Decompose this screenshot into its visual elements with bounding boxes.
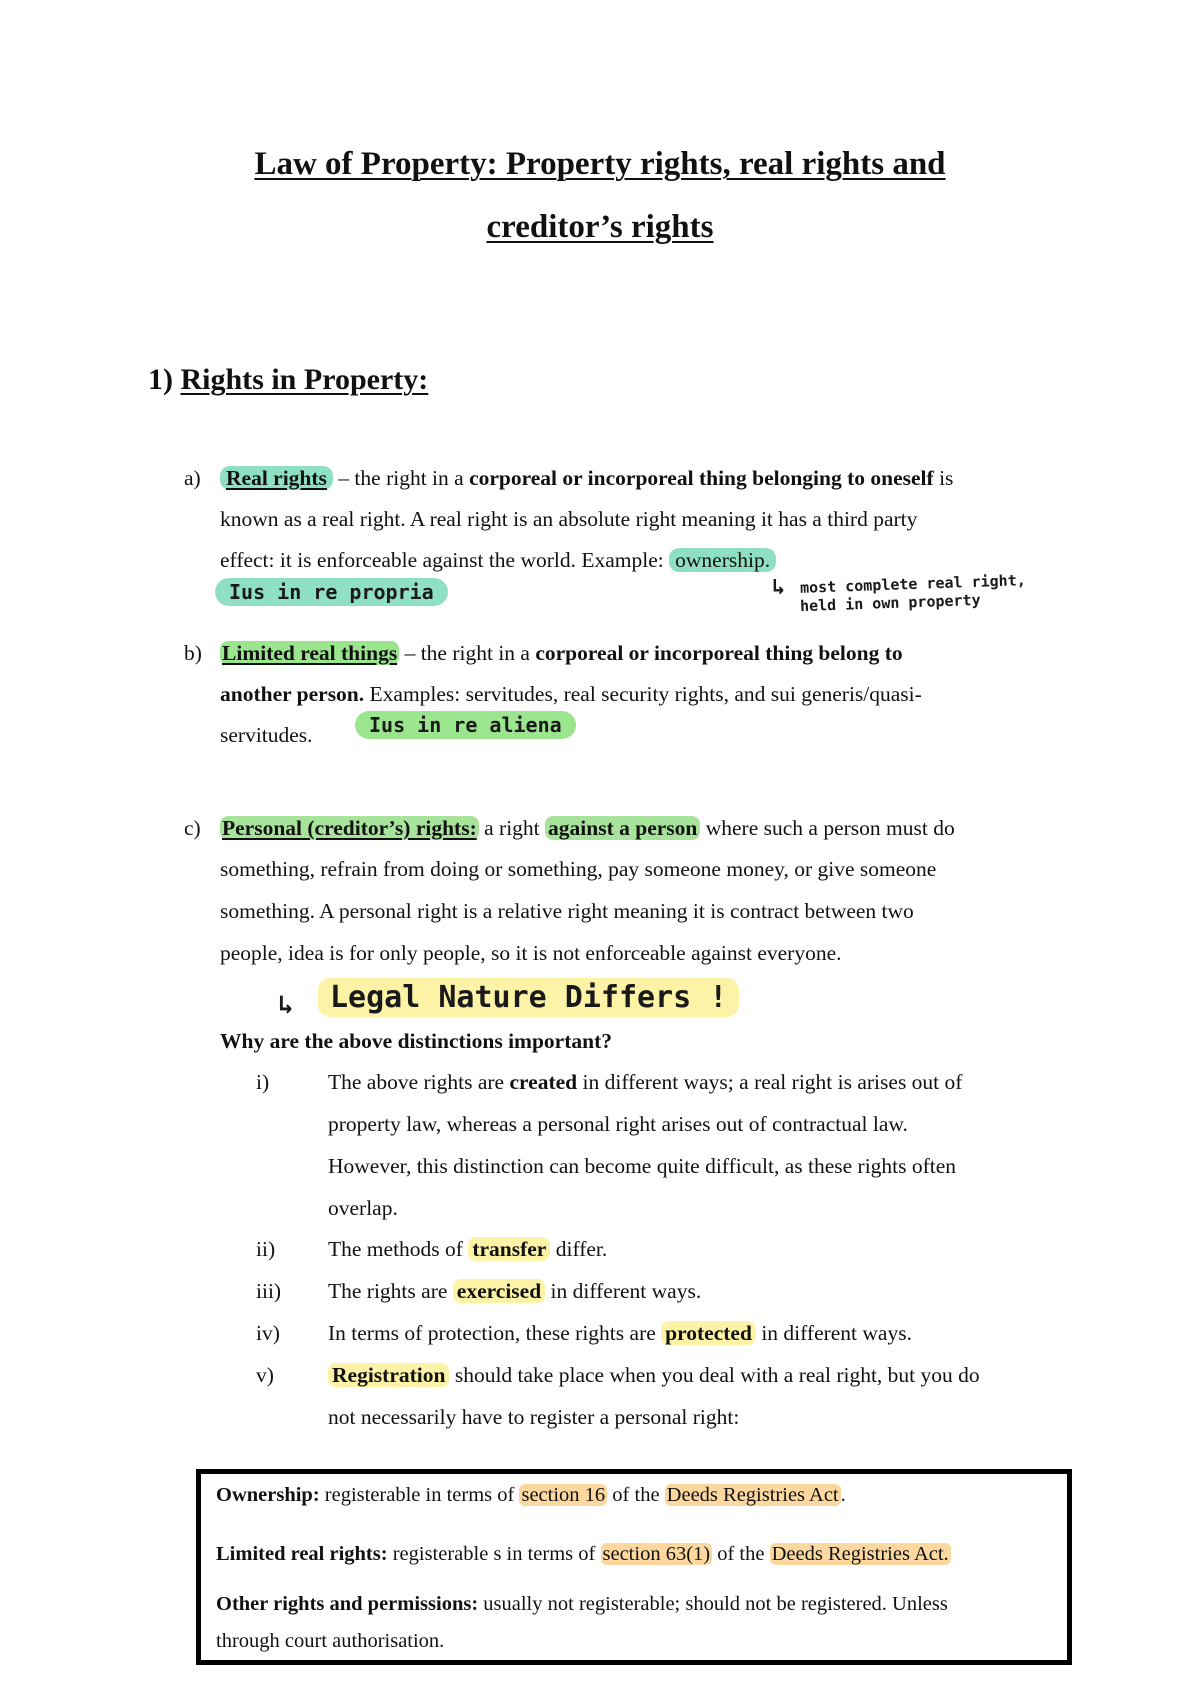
item-c-line-1	[220, 807, 955, 849]
box-limited-text-b: of the	[712, 1543, 770, 1565]
item-c-marker: c)	[184, 816, 201, 840]
item-b-term: Limited real things	[222, 641, 398, 665]
section-number: 1)	[148, 363, 173, 396]
item-a-text-1: – the right in a	[332, 466, 470, 490]
roman-marker-4: iv)	[256, 1321, 280, 1345]
item-b-line-3: servitudes.	[220, 723, 313, 747]
handwritten-ius-in-re-aliena: Ius in re aliena	[355, 711, 576, 739]
roman-marker-1: i)	[256, 1070, 270, 1094]
handwritten-ius-in-re-propria: Ius in re propria	[215, 578, 448, 606]
item-a-line-2: known as a real right. A real right is an absolute right meaning it has a third party	[220, 507, 918, 531]
handwritten-arrow-icon: ↳	[772, 575, 786, 600]
item-a-marker: a)	[184, 466, 201, 490]
roman-item-1-line-2: property law, whereas a personal right arises out of contractual law.	[328, 1112, 908, 1136]
roman-item-5-line-2: not necessarily have to register a personal right:	[328, 1405, 740, 1429]
roman-item-1-line-3: However, this distinction can become quite difficult, as these rights often	[328, 1154, 957, 1178]
roman-3-text-c: in different ways.	[545, 1279, 702, 1303]
item-a-text-2: is	[933, 466, 954, 490]
box-ownership-act: Deeds Registries Act	[666, 1484, 839, 1506]
box-ownership-line	[216, 1480, 846, 1510]
item-a-bold-1: corporeal or incorporeal thing belonging to oneself	[469, 466, 934, 490]
item-c-line-2: something, refrain from doing or something, pay someone money, or give someone	[220, 857, 937, 881]
why-question: Why are the above distinctions important?	[220, 1029, 612, 1053]
roman-5-text-c: should take place when you deal with a real right, but you do	[449, 1363, 980, 1387]
box-ownership-end: .	[840, 1484, 846, 1506]
roman-4-highlight: protected	[661, 1321, 756, 1345]
document-title-line-2: creditor’s rights	[486, 209, 714, 245]
box-other-label: Other rights and permissions:	[216, 1593, 479, 1615]
box-limited-section: section 63(1)	[602, 1543, 711, 1565]
roman-item-5-line-1	[328, 1354, 980, 1396]
box-ownership-section: section 16	[521, 1484, 606, 1506]
roman-marker-2: ii)	[256, 1237, 276, 1261]
box-ownership-text-a: registerable in terms of	[319, 1484, 520, 1506]
box-limited-label: Limited real rights:	[216, 1543, 388, 1565]
roman-5-highlight: Registration	[328, 1363, 449, 1387]
item-a-text-3: effect: it is enforceable against the world. Example:	[220, 548, 670, 572]
item-b-bold-2: another person.	[220, 682, 365, 706]
roman-2-text-c: differ.	[550, 1237, 608, 1261]
roman-item-1-line-1	[328, 1061, 962, 1103]
roman-2-highlight: transfer	[468, 1237, 550, 1261]
document-title-line-1: Law of Property: Property rights, real rights and	[254, 146, 946, 182]
item-c-line-3: something. A personal right is a relative right meaning it is contract between two	[220, 899, 914, 923]
item-b-line-1	[220, 632, 903, 674]
item-a-line-1	[220, 457, 953, 499]
roman-item-3	[328, 1270, 701, 1312]
handwritten-arrow-icon-2: ↳	[278, 990, 294, 1020]
roman-item-4	[328, 1312, 912, 1354]
item-b-line-2	[220, 673, 922, 715]
roman-item-1-line-4: overlap.	[328, 1196, 398, 1220]
box-limited-act: Deeds Registries Act.	[771, 1543, 949, 1565]
item-b-text-1: – the right in a	[399, 641, 536, 665]
item-c-text-2: where such a person must do	[700, 816, 955, 840]
box-other-line-1	[216, 1589, 948, 1619]
section-heading	[148, 363, 428, 397]
roman-1-text-c: in different ways; a real right is arises out of	[577, 1070, 963, 1094]
handwritten-note-line-2: held in own property	[799, 590, 981, 616]
roman-marker-5: v)	[256, 1363, 274, 1387]
roman-item-2	[328, 1228, 607, 1270]
section-title: Rights in Property:	[180, 363, 429, 396]
roman-2-text-a: The methods of	[328, 1237, 469, 1261]
item-a-term: Real rights	[220, 466, 333, 490]
roman-1-bold: created	[509, 1070, 578, 1094]
item-b-marker: b)	[184, 641, 202, 665]
roman-marker-3: iii)	[256, 1279, 282, 1303]
roman-3-text-a: The rights are	[328, 1279, 453, 1303]
box-ownership-label: Ownership:	[216, 1484, 320, 1506]
roman-3-highlight: exercised	[453, 1279, 545, 1303]
handwritten-note-line-1: most complete real right,	[799, 571, 1027, 597]
item-a-line-3	[220, 539, 776, 581]
item-c-highlight: against a person	[545, 816, 700, 840]
roman-1-text-a: The above rights are	[328, 1070, 510, 1094]
item-b-text-2: Examples: servitudes, real security rights, and sui generis/quasi-	[364, 682, 922, 706]
box-other-text-a: usually not registerable; should not be registered. Unless	[478, 1593, 948, 1615]
box-ownership-text-b: of the	[607, 1484, 665, 1506]
item-c-line-4: people, idea is for only people, so it is not enforceable against everyone.	[220, 941, 842, 965]
box-other-line-2: through court authorisation.	[216, 1630, 445, 1652]
box-limited-text-a: registerable s in terms of	[387, 1543, 601, 1565]
roman-4-text-c: in different ways.	[755, 1321, 912, 1345]
handwritten-legal-nature-note: Legal Nature Differs !	[318, 978, 739, 1017]
roman-4-text-a: In terms of protection, these rights are	[328, 1321, 662, 1345]
item-b-bold-1: corporeal or incorporeal thing belong to	[535, 641, 903, 665]
item-c-text-1: a right	[478, 816, 546, 840]
item-c-term: Personal (creditor’s) rights:	[222, 816, 477, 840]
box-limited-line	[216, 1539, 951, 1569]
item-a-example: ownership.	[669, 548, 776, 572]
